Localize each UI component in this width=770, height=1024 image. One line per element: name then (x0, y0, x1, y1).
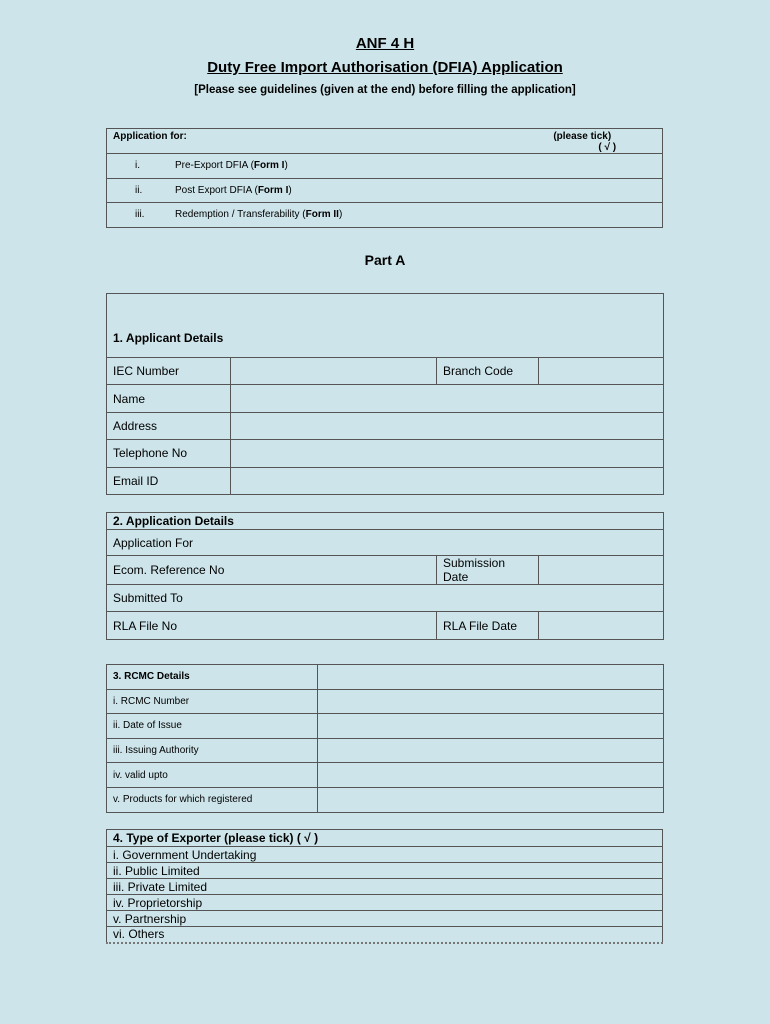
telephone-label: Telephone No (107, 440, 231, 467)
rcmc-heading-blank (318, 665, 664, 690)
issuing-authority-field[interactable] (318, 738, 664, 763)
valid-upto-field[interactable] (318, 763, 664, 788)
form-title: Duty Free Import Authorisation (DFIA) Application (207, 59, 563, 76)
telephone-field[interactable] (231, 440, 664, 467)
application-option-pre-export[interactable]: i. Pre-Export DFIA (Form I) (107, 154, 663, 179)
application-option-post-export[interactable]: ii. Post Export DFIA (Form I) (107, 178, 663, 203)
branch-code-label: Branch Code (437, 358, 539, 385)
submission-date-label: Submission Date (437, 556, 539, 585)
application-option-redemption[interactable]: iii. Redemption / Transferability (Form II) (107, 203, 663, 228)
rcmc-details-heading: 3. RCMC Details (107, 665, 318, 690)
exporter-option-public-limited[interactable]: ii. Public Limited (107, 863, 663, 879)
application-details-heading: 2. Application Details (107, 513, 664, 530)
application-for-label: Application for: (107, 129, 503, 154)
exporter-type-heading: 4. Type of Exporter (please tick) ( √ ) (107, 830, 663, 847)
valid-upto-label: iv. valid upto (107, 763, 318, 788)
exporter-option-private-limited[interactable]: iii. Private Limited (107, 879, 663, 895)
form-code: ANF 4 H (355, 35, 415, 52)
application-for-field[interactable]: Application For (107, 530, 664, 556)
rla-file-date-label: RLA File Date (437, 612, 539, 639)
application-details-table (106, 512, 664, 640)
application-for-table (106, 128, 663, 228)
rcmc-number-label: i. RCMC Number (107, 689, 318, 714)
date-of-issue-label: ii. Date of Issue (107, 714, 318, 739)
iec-number-field[interactable] (231, 358, 437, 385)
rla-file-date-field[interactable] (539, 612, 664, 639)
exporter-option-others[interactable]: vi. Others (107, 927, 663, 943)
rla-file-no-field[interactable]: RLA File No (107, 612, 437, 639)
address-field[interactable] (231, 412, 664, 439)
exporter-option-government[interactable]: i. Government Undertaking (107, 847, 663, 863)
exporter-option-proprietorship[interactable]: iv. Proprietorship (107, 895, 663, 911)
ecom-reference-field[interactable]: Ecom. Reference No (107, 556, 437, 585)
guidelines-note: [Please see guidelines (given at the end) before filling the application] (194, 84, 576, 96)
exporter-type-table (106, 829, 663, 944)
exporter-option-partnership[interactable]: v. Partnership (107, 911, 663, 927)
rcmc-details-table (106, 664, 664, 813)
applicant-details-table (106, 293, 664, 495)
submission-date-field[interactable] (539, 556, 664, 585)
submitted-to-field[interactable]: Submitted To (107, 585, 664, 612)
issuing-authority-label: iii. Issuing Authority (107, 738, 318, 763)
part-a-heading: Part A (364, 252, 406, 268)
date-of-issue-field[interactable] (318, 714, 664, 739)
address-label: Address (107, 412, 231, 439)
applicant-details-heading: 1. Applicant Details (107, 294, 664, 358)
iec-number-label: IEC Number (107, 358, 231, 385)
email-label: Email ID (107, 467, 231, 494)
name-label: Name (107, 385, 231, 412)
please-tick-label: (please tick) ( √ ) (503, 129, 663, 154)
products-registered-field[interactable] (318, 787, 664, 812)
branch-code-field[interactable] (539, 358, 664, 385)
name-field[interactable] (231, 385, 664, 412)
rcmc-number-field[interactable] (318, 689, 664, 714)
email-field[interactable] (231, 467, 664, 494)
products-registered-label: v. Products for which registered (107, 787, 318, 812)
